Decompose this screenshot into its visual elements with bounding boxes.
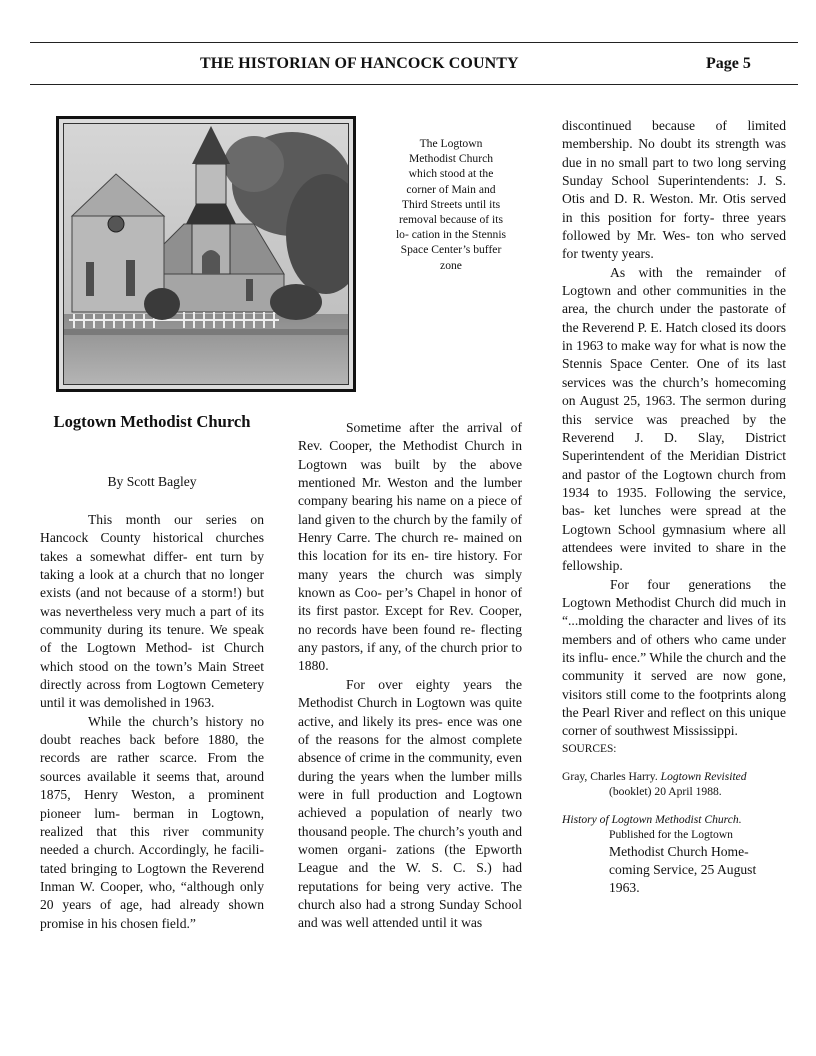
page-number: Page 5 <box>706 55 751 72</box>
paragraph: For four generations the Logtown Methodist Church did much in “...molding the character and lives of its members and of others who came under its influ- ence.” While the church and the community it served are now gone, visitors still come to the footprints along the Pearl River and reflect on this unique corner of southwest Mississippi. <box>562 576 786 739</box>
paragraph: Sometime after the arrival of Rev. Cooper, the Methodist Church in Logtown was built by the above mentioned Mr. Weston and the lumber company bearing his name on a piece of land given to the church by the family of Henry Carre. The church re- mained on this location for its en- tire history. For many years the church was simply known as Coo- per’s Chapel in honor of its first pastor. Except for Rev. Cooper, no records have been found re- flecting any pastors, if any, of the church prior to 1880. <box>298 420 522 674</box>
sources-label: SOURCES: <box>562 742 617 755</box>
source-title: History of Logtown Methodist Church. <box>562 812 742 826</box>
paragraph: This month our series on Hancock County historical churches takes a somewhat differ- ent turn by taking a look at a church that no longer exists (and not because of a storm!) but was nevertheless very much a part of its community during its tenure. We speak of the Logtown Method- ist Church which stood on the town’s Main Street directly across from Logtown Cemetery until it was demolished in 1963. <box>40 512 264 711</box>
header-rule <box>30 84 798 85</box>
church-photo-illustration <box>64 124 349 385</box>
article-column-3 <box>562 117 786 897</box>
source-detail: Methodist Church Home- coming Service, 25 August 1963. <box>609 843 757 895</box>
source-entry <box>562 812 786 897</box>
photo-caption: The Logtown Methodist Church which stood at the corner of Main and Third Streets until its removal because of its lo- cation in the Stennis Space Center’s buffer zone <box>395 137 507 272</box>
paragraph: For over eighty years the Methodist Church in Logtown was quite active, and likely its pres- ence was one of the reasons for the almost complete absence of crime in the community, even during the years when the lumber mills were in full production and Logtown achieved a population of nearly two thousand people. The church’s youth and women organi- zations (the Epworth League and the W. S. C. S.) had reputations for being very active. The church also had a strong Sunday School and was well attended until it was <box>298 676 522 931</box>
source-author: Gray, Charles Harry. <box>562 769 658 783</box>
article-byline: By Scott Bagley <box>107 474 197 489</box>
top-rule <box>30 42 798 43</box>
source-entry <box>562 769 786 800</box>
source-title: Logtown Revisited <box>660 769 747 783</box>
article-column-1 <box>40 511 264 933</box>
source-detail: Published for the Logtown <box>609 828 733 842</box>
paragraph: While the church’s history no doubt reaches back before 1880, the records are rather scarce. From the sources available it seems that, around 1875, Henry Weston, a prominent pioneer lum- berman in Logtown, realized that this river community needed a church. Accordingly, he facili- tated bringing to Logtown the Reverend Inman W. Cooper, who, “although only 20 years of age, had already shown promise in his chosen field.” <box>40 713 264 931</box>
paragraph: discontinued because of limited membership. No doubt its strength was due in no small part to two long serving Sunday School Superintendents: J. S. Otis and D. R. Weston. Mr. Otis served in this position for forty- three years followed by Mr. Wes- ton who served for twenty years. <box>562 118 786 262</box>
paragraph: As with the remainder of Logtown and other communities in the area, the church under the pastorate of the Reverend P. E. Hatch closed its doors in 1963 to make way for what is now the Stennis Space Center. One of its last services was the church’s homecoming on August 25, 1963. The sermon during this service was preached by the Reverend J. D. Slay, District Superintendent of the Meridian District and pastor of the Logtown church from 1934 to 1935. Following the service, bas- ket lunches were spread at the Logtown School gymnasium where all attendees were invited to share in the fellowship. <box>562 264 786 574</box>
church-photo <box>56 116 356 392</box>
article-title: Logtown Methodist Church <box>53 412 251 431</box>
article-column-2 <box>298 419 522 933</box>
source-detail: (booklet) 20 April 1988. <box>609 785 722 799</box>
newsletter-title: THE HISTORIAN OF HANCOCK COUNTY <box>200 55 519 72</box>
